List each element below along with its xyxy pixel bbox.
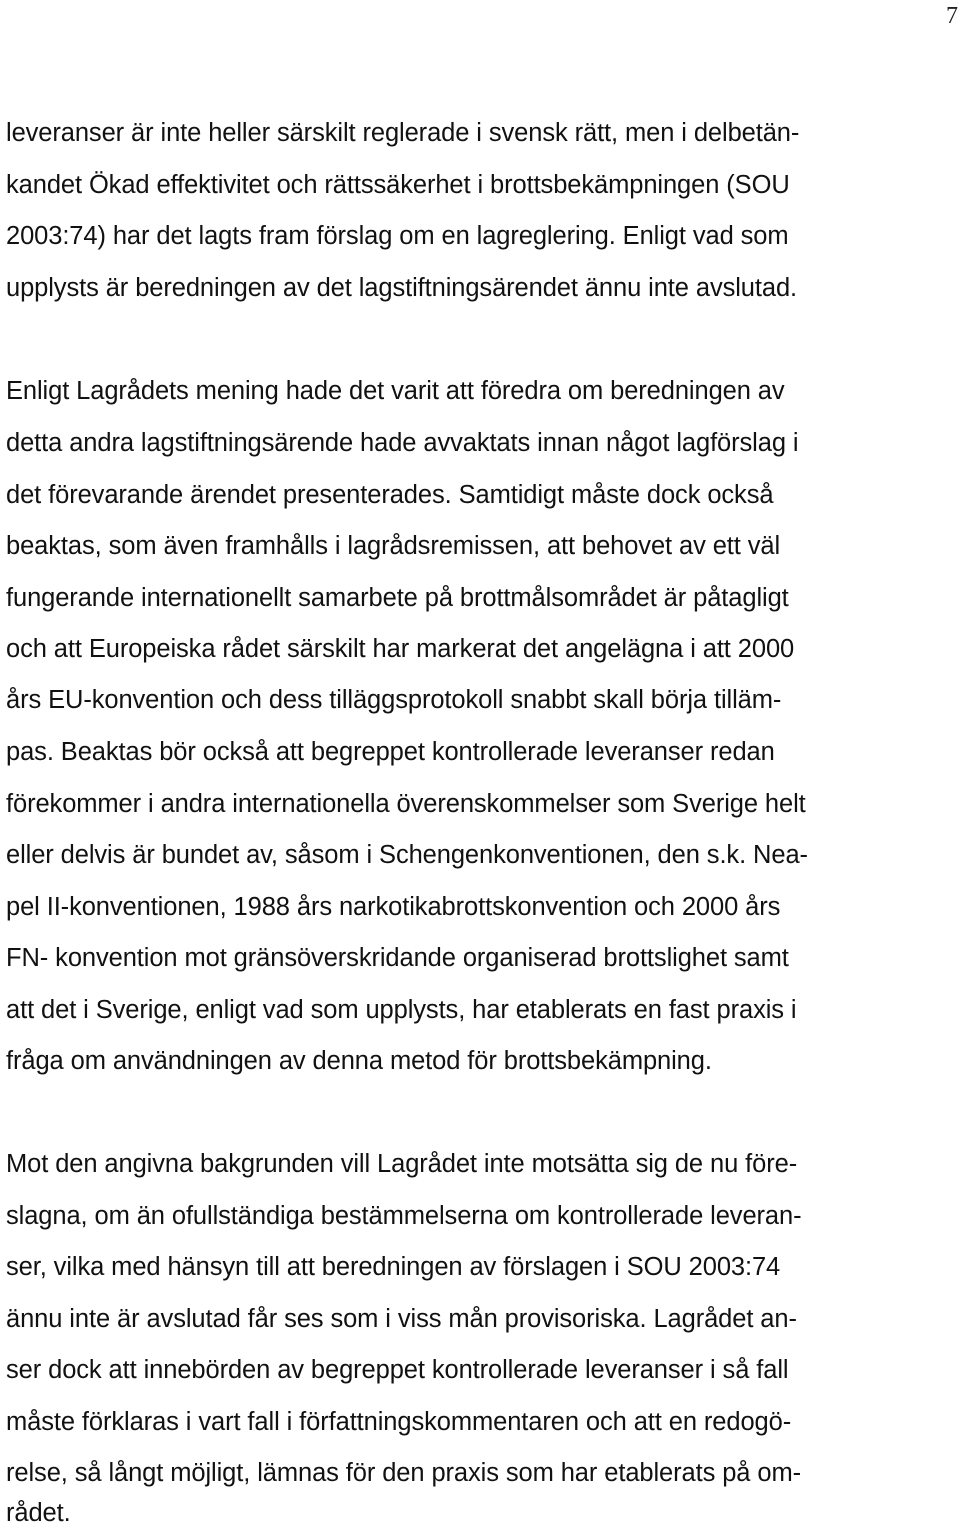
text-line: fråga om användningen av denna metod för brottsbekämpning. — [6, 1047, 712, 1075]
text-line: pas. Beaktas bör också att begreppet kontrollerade leveranser redan — [6, 738, 775, 766]
text-line: förekommer i andra internationella överenskommelser som Sverige helt — [6, 790, 806, 818]
text-line: FN- konvention mot gränsöverskridande organiserad brottslighet samt — [6, 944, 789, 972]
text-line: ännu inte är avslutad får ses som i viss mån provisoriska. Lagrådet an- — [6, 1305, 797, 1333]
text-line: kandet Ökad effektivitet och rättssäkerhet i brottsbekämpningen (SOU — [6, 171, 790, 199]
text-line: pel II-konventionen, 1988 års narkotikabrottskonvention och 2000 års — [6, 893, 781, 921]
text-line: upplysts är beredningen av det lagstiftningsärendet ännu inte avslutad. — [6, 274, 798, 302]
text-line: eller delvis är bundet av, såsom i Schengenkonventionen, den s.k. Nea- — [6, 841, 808, 869]
text-line: rådet. — [6, 1499, 71, 1527]
text-line: fungerande internationellt samarbete på brottmålsområdet är påtagligt — [6, 584, 789, 612]
text-line: ser dock att innebörden av begreppet kontrollerade leveranser i så fall — [6, 1356, 789, 1384]
text-line: 2003:74) har det lagts fram förslag om en lagreglering. Enligt vad som — [6, 222, 789, 250]
text-line: relse, så långt möjligt, lämnas för den praxis som har etablerats på om- — [6, 1459, 801, 1487]
text-line: att det i Sverige, enligt vad som upplysts, har etablerats en fast praxis i — [6, 996, 797, 1024]
page-number: 7 — [946, 3, 958, 29]
text-line: års EU-konvention och dess tilläggsprotokoll snabbt skall börja tilläm- — [6, 686, 782, 714]
text-line: Enligt Lagrådets mening hade det varit att föredra om beredningen av — [6, 377, 785, 405]
text-line: måste förklaras i vart fall i författningskommentaren och att en redogö- — [6, 1408, 792, 1436]
text-line: slagna, om än ofullständiga bestämmelserna om kontrollerade leveran- — [6, 1202, 802, 1230]
text-line: detta andra lagstiftningsärende hade avvaktats innan något lagförslag i — [6, 429, 799, 457]
text-line: leveranser är inte heller särskilt reglerade i svensk rätt, men i delbetän- — [6, 119, 800, 147]
text-line: ser, vilka med hänsyn till att beredningen av förslagen i SOU 2003:74 — [6, 1253, 781, 1281]
text-line: Mot den angivna bakgrunden vill Lagrådet inte motsätta sig de nu före- — [6, 1150, 798, 1178]
text-line: beaktas, som även framhålls i lagrådsremissen, att behovet av ett väl — [6, 532, 781, 560]
text-line: det förevarande ärendet presenterades. Samtidigt måste dock också — [6, 481, 774, 509]
text-line: och att Europeiska rådet särskilt har markerat det angelägna i att 2000 — [6, 635, 795, 663]
